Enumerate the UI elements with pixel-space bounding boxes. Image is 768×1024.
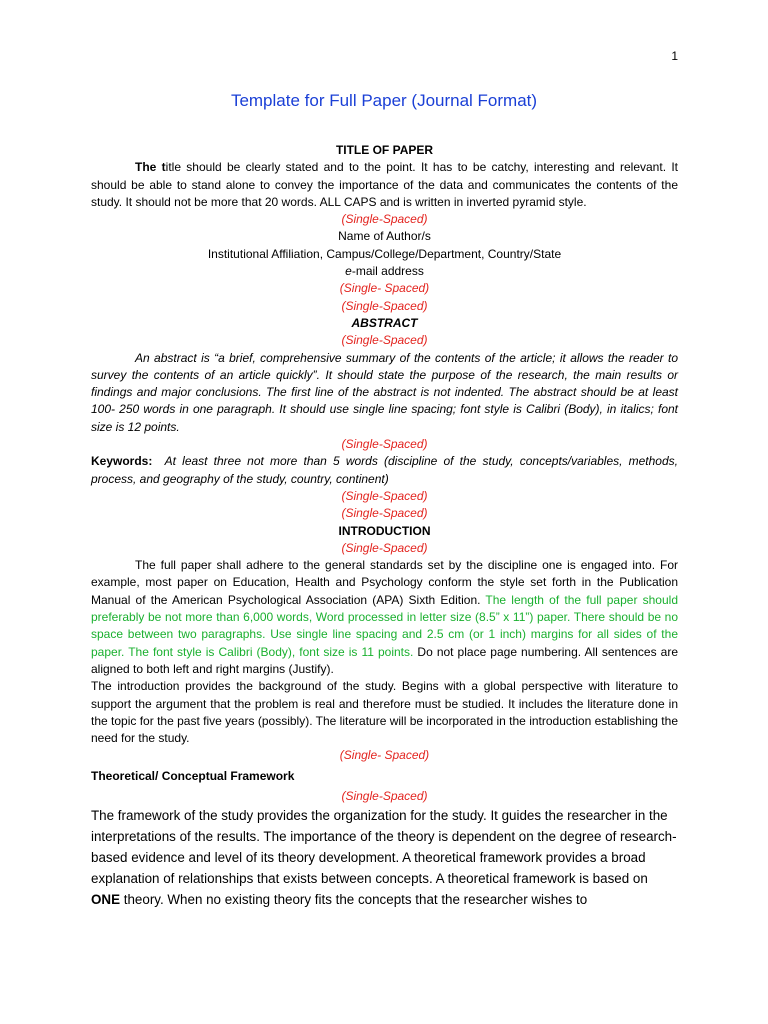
spacing-note: (Single-Spaced): [341, 488, 428, 503]
spacing-note: (Single-Spaced): [341, 298, 428, 313]
spacing-note: (Single-Spaced): [341, 333, 428, 348]
author-affiliation: Institutional Affiliation, Campus/College/Department, Country/State: [207, 246, 562, 261]
introduction-heading: INTRODUCTION: [338, 523, 431, 538]
email-prefix: e: [345, 264, 352, 279]
author-email: [91, 263, 678, 280]
title-heading: TITLE OF PAPER: [335, 143, 434, 157]
title-lead: The t: [135, 160, 166, 175]
keywords-text: At least three not more than 5 words (discipline of the study, concepts/variables, methods, process, and geography of the study, country, continent): [91, 454, 678, 486]
title-paragraph: [91, 159, 678, 211]
keywords-label: Keywords:: [91, 454, 153, 469]
email-rest: -mail address: [351, 264, 424, 279]
framework-text-a: The framework of the study provides the organization for the study. It guides the researcher in the interpretations of the results. The importance of the theory is dependent on the degree of research-based evidence and level of its theory development. A theoretical framework provides a broad explanation of relationships that exists between concepts. A theoretical framework is based on: [91, 808, 677, 887]
document-body: [91, 142, 678, 910]
page-number: 1: [671, 49, 678, 63]
intro-text-a: The full paper shall adhere to the general standards set by the discipline one is engaged into. For example, most paper on Education, Health and Psychology conform the style set forth in the Publication Manual of the American Psychological Association (APA) Sixth Edition.: [91, 558, 678, 607]
introduction-paragraph-2: The introduction provides the background of the study. Begins with a global perspective with literature to support the argument that the problem is real and therefore must be studied. It includes the literature done in the topic for the past five years (possibly). The literature will be incorporated in the introduction establishing the need for the study.: [91, 679, 678, 746]
page-title: Template for Full Paper (Journal Format): [230, 91, 538, 110]
spacing-note: (Single-Spaced): [341, 540, 428, 555]
spacing-note: (Single-Spaced): [341, 506, 428, 521]
framework-text-b: theory. When no existing theory fits the concepts that the researcher wishes to: [120, 892, 588, 908]
spacing-note: (Single- Spaced): [339, 748, 430, 763]
spacing-note: (Single-Spaced): [341, 437, 428, 452]
framework-paragraph: [91, 805, 678, 910]
framework-heading: Theoretical/ Conceptual Framework: [91, 768, 295, 783]
abstract-text: An abstract is “a brief, comprehensive summary of the contents of the article; it allows the reader to survey the contents of an article quickly”. It should state the purpose of the research, the main results or findings and major conclusions. The first line of the abstract is not indented. The abstract should be at least 100- 250 words in one paragraph. It should use single line spacing; font style is Calibri (Body), in italics; font size is 12 points.: [91, 350, 678, 434]
keywords-paragraph: [91, 453, 678, 488]
introduction-paragraph-1: [91, 557, 678, 678]
title-text: itle should be clearly stated and to the point. It has to be catchy, interesting and relevant. It should be able to stand alone to convey the importance of the data and communicates the contents of the study. It should not be more that 20 words. ALL CAPS and is written in inverted pyramid style.: [91, 160, 679, 209]
author-name: Name of Author/s: [338, 229, 431, 244]
spacing-note: (Single-Spaced): [341, 212, 428, 227]
intro-text-b: Do not place page numbering. All sentences are aligned to both left and right margins (Justify).: [91, 644, 678, 676]
abstract-heading: ABSTRACT: [351, 315, 418, 330]
intro-highlight: The length of the full paper should preferably be not more than 6,000 words, Word processed in letter size (8.5” x 11”) paper. There should be no space between two paragraphs. Use single line spacing and 2.5 cm (or 1 inch) margins for all sides of the paper. The font style is Calibri (Body), font size is 11 points.: [91, 592, 678, 659]
spacing-note: (Single- Spaced): [339, 281, 430, 296]
framework-bold: ONE: [91, 892, 121, 908]
spacing-note: (Single-Spaced): [341, 788, 428, 803]
